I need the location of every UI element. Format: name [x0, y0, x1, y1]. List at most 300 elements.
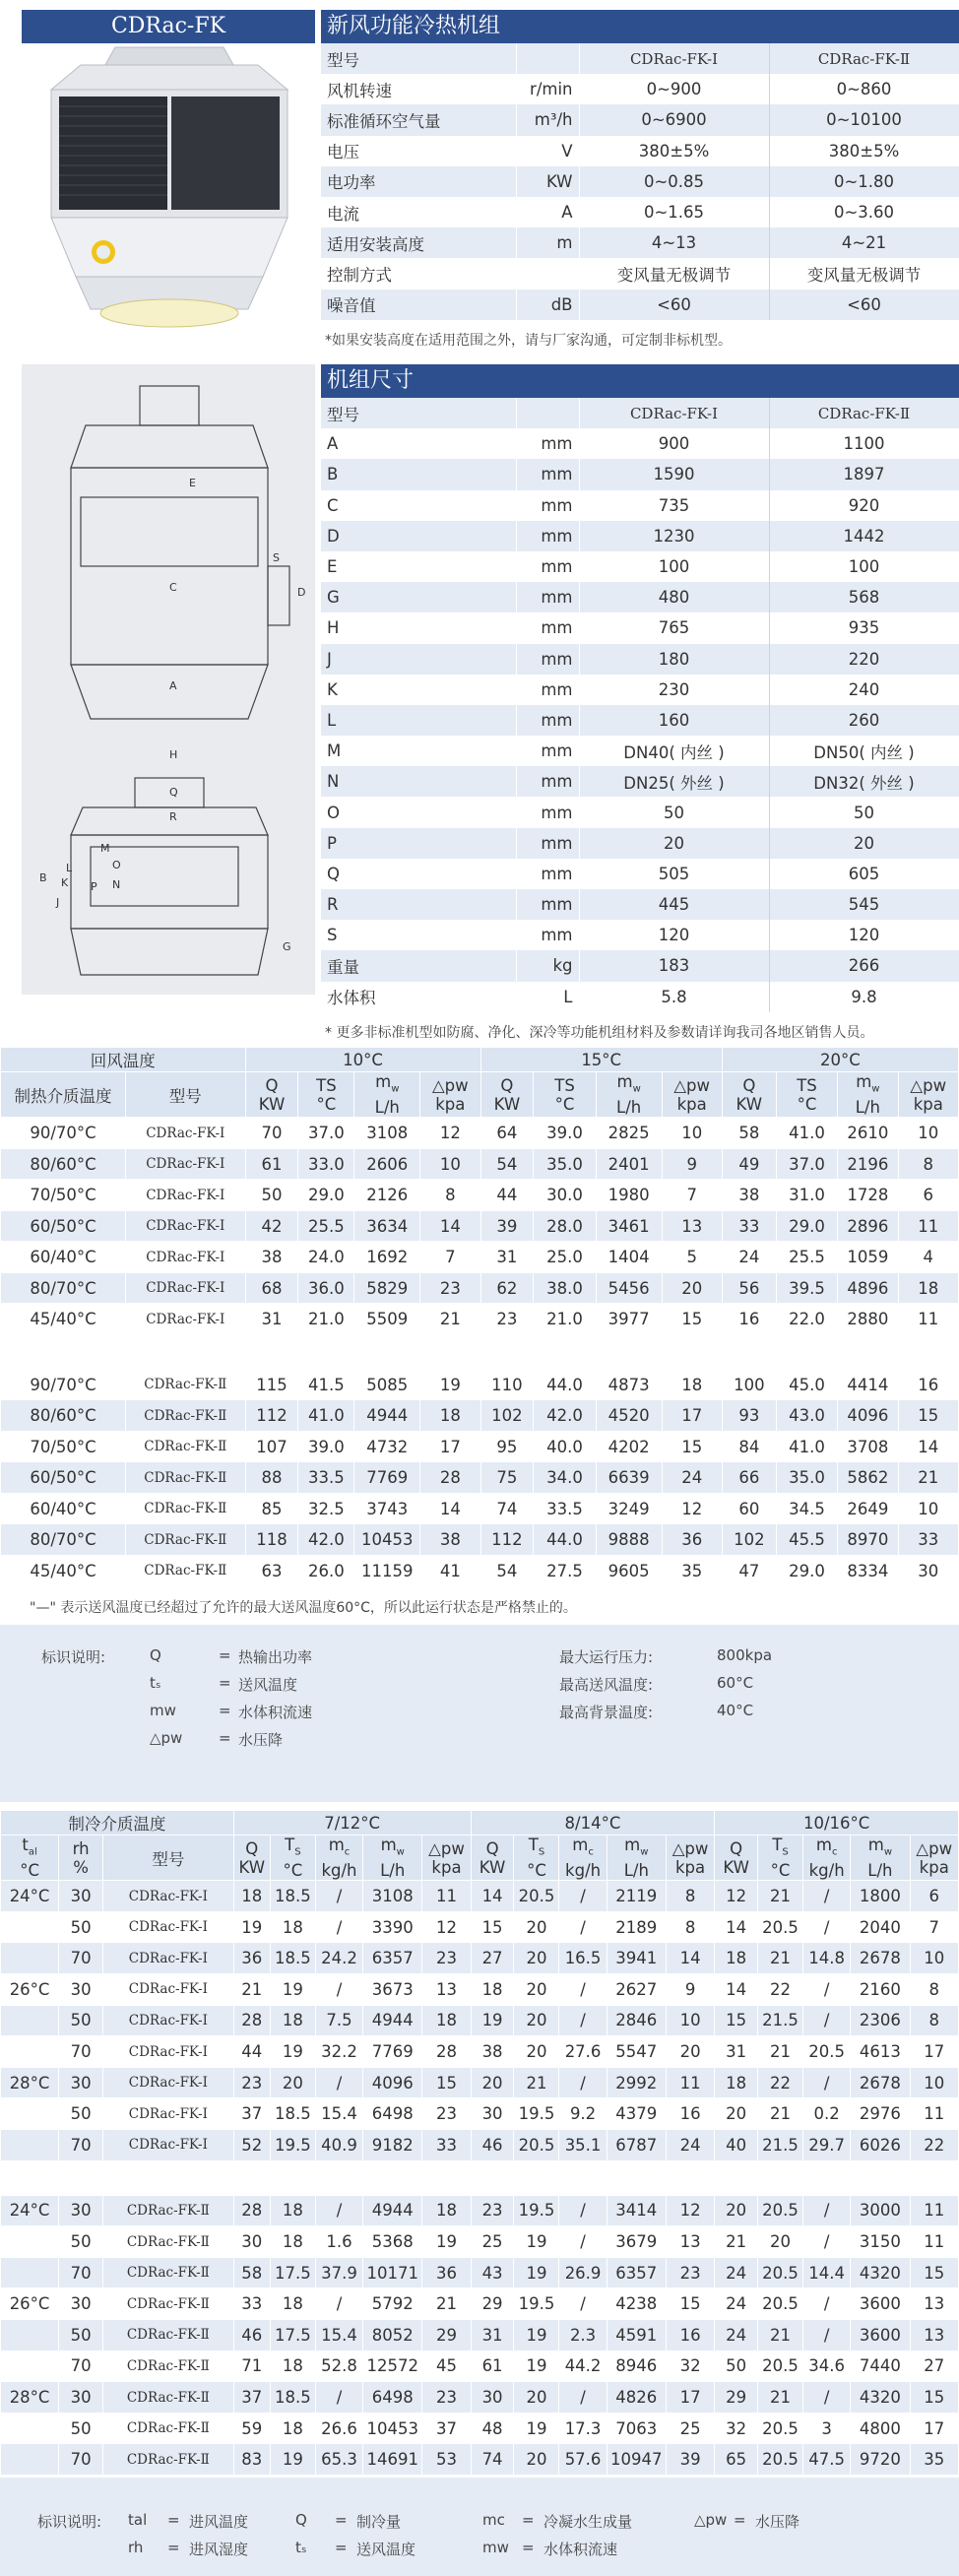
legend-equals: = [219, 1674, 231, 1692]
value-cell: 3679 [607, 2226, 666, 2258]
value-cell: 20.5 [758, 2444, 803, 2476]
drawing-label: L [66, 862, 73, 874]
row-unit [516, 258, 579, 289]
inlet-temp: 26°C [1, 2288, 59, 2320]
row-value-1: 变风量无极调节 [579, 258, 769, 289]
subheader-cell [363, 1835, 422, 1881]
legend-equals: = [219, 1729, 231, 1747]
value-cell: 44.0 [534, 1369, 596, 1400]
value-cell: 29.0 [776, 1210, 837, 1242]
value-cell: / [559, 1881, 607, 1912]
value-cell: / [803, 2320, 851, 2351]
value-cell: 6787 [607, 2130, 666, 2161]
table-row [321, 797, 959, 827]
value-cell: 28 [420, 1462, 480, 1494]
row-unit: mm [516, 705, 579, 736]
subheader-bottom: KW [258, 1094, 286, 1114]
subheader-sub: S [538, 1846, 545, 1858]
table-row [321, 490, 959, 521]
value-cell: 41.5 [298, 1369, 354, 1400]
value-cell: 16 [898, 1369, 958, 1400]
value-cell: 17 [910, 2036, 959, 2068]
value-cell: 2.3 [559, 2320, 607, 2351]
legend-symbol: tₛ [150, 1674, 161, 1692]
value-cell: 19.5 [514, 2288, 559, 2320]
return-air-label: 回风温度 [1, 1048, 246, 1072]
row-value-2: 935 [769, 612, 959, 643]
value-cell: 8 [420, 1180, 480, 1211]
table-row [1, 2444, 959, 2476]
value-cell: 18.5 [270, 2382, 315, 2414]
value-cell: 10 [666, 2005, 714, 2036]
value-cell: 6498 [363, 2382, 422, 2414]
medium-temp: 60/40°C [1, 1493, 126, 1524]
value-cell: 20 [514, 1943, 559, 1974]
limit-label: 最大运行压力: [559, 1648, 654, 1666]
value-cell: 2992 [607, 2067, 666, 2098]
row-value-1: 160 [579, 705, 769, 736]
row-value-1: 183 [579, 950, 769, 981]
table-row [1, 2226, 959, 2258]
value-cell: 58 [233, 2257, 270, 2288]
value-cell: 21 [758, 2382, 803, 2414]
value-cell: 19 [514, 2226, 559, 2258]
row-label: J [321, 644, 516, 675]
inlet-temp: 24°C [1, 1881, 59, 1912]
subheader-bottom: kpa [431, 1857, 462, 1877]
cooling-temp-row [1, 1811, 959, 1835]
value-cell: 21 [758, 1881, 803, 1912]
row-value-2: 0~1.80 [769, 166, 959, 197]
drawing-label: C [169, 581, 177, 594]
row-label: 控制方式 [321, 258, 516, 289]
value-cell: 30 [471, 2098, 514, 2130]
value-cell: 34.6 [803, 2351, 851, 2382]
row-value-2: 568 [769, 582, 959, 612]
table-row [1, 2351, 959, 2382]
value-cell: 21.0 [298, 1304, 354, 1335]
subheader-top: Q [485, 1838, 499, 1858]
value-cell: 19.5 [514, 2195, 559, 2226]
value-cell: / [803, 2195, 851, 2226]
legend-desc: 送风温度 [238, 1676, 298, 1694]
table-row [1, 1524, 959, 1556]
value-cell: 19 [514, 2320, 559, 2351]
value-cell: 4800 [851, 2413, 910, 2444]
inlet-temp [1, 2036, 59, 2068]
heating-table-section [0, 1047, 959, 1586]
value-cell: 22.0 [776, 1304, 837, 1335]
value-cell: 14 [715, 1911, 758, 1943]
value-cell: 33.5 [298, 1462, 354, 1494]
subheader-bottom: °C [770, 1861, 791, 1881]
subheader-top: m [815, 1835, 832, 1854]
medium-temp: 45/40°C [1, 1304, 126, 1335]
row-value-2: 变风量无极调节 [769, 258, 959, 289]
value-cell: / [315, 2288, 362, 2320]
value-cell: 9182 [363, 2130, 422, 2161]
row-value-2: 4~21 [769, 227, 959, 258]
row-value-1: DN40( 内丝 ) [579, 736, 769, 766]
value-cell: 5862 [838, 1462, 898, 1494]
value-cell: 39.0 [534, 1118, 596, 1149]
value-cell: 36.0 [298, 1272, 354, 1304]
table-header-row [321, 398, 959, 428]
subheader-bottom: kpa [435, 1094, 466, 1114]
subheader-bottom: KW [735, 1094, 763, 1114]
value-cell: 11 [910, 2195, 959, 2226]
value-cell: 34.0 [534, 1462, 596, 1494]
value-cell: 70 [245, 1118, 298, 1149]
value-cell: 28 [233, 2005, 270, 2036]
value-cell: 18.5 [270, 2098, 315, 2130]
value-cell: 17.3 [559, 2413, 607, 2444]
value-cell: / [559, 1974, 607, 2006]
value-cell: 65 [715, 2444, 758, 2476]
drawing-label: J [56, 896, 60, 909]
value-cell: 20 [715, 2098, 758, 2130]
value-cell: / [559, 2005, 607, 2036]
value-cell: 112 [245, 1400, 298, 1432]
row-label: R [321, 889, 516, 920]
row-value-2: DN32( 外丝 ) [769, 766, 959, 797]
value-cell: 21 [758, 1943, 803, 1974]
subheader-top: △pw [428, 1838, 465, 1858]
value-cell: 2678 [851, 1943, 910, 1974]
value-cell: 3150 [851, 2226, 910, 2258]
model-name: CDRac-FK-Ⅱ [103, 2444, 234, 2476]
value-cell: 20 [514, 1911, 559, 1943]
inlet-humidity: 50 [59, 2098, 103, 2130]
value-cell: 18 [270, 2288, 315, 2320]
inlet-temp [1, 2320, 59, 2351]
value-cell: / [803, 2226, 851, 2258]
legend-desc: 冷凝水生成量 [543, 2513, 633, 2531]
value-cell: 20.5 [514, 1881, 559, 1912]
header-label: 型号 [321, 398, 516, 428]
subheader-top: T [285, 1835, 295, 1854]
value-cell: 41.0 [776, 1118, 837, 1149]
value-cell: 35.1 [559, 2130, 607, 2161]
inlet-humidity: 50 [59, 2413, 103, 2444]
table-header-row [321, 43, 959, 74]
table-row [1, 2005, 959, 2036]
inlet-temp: 28°C [1, 2067, 59, 2098]
value-cell: 7440 [851, 2351, 910, 2382]
value-cell: 6357 [607, 2257, 666, 2288]
subheader-sub: S [782, 1846, 789, 1858]
value-cell: 2825 [596, 1118, 662, 1149]
value-cell: 61 [245, 1148, 298, 1180]
value-cell: 0.2 [803, 2098, 851, 2130]
value-cell: 2976 [851, 2098, 910, 2130]
medium-temp: 10/16°C [715, 1811, 959, 1835]
value-cell: 25.5 [298, 1210, 354, 1242]
row-value-2: 0~10100 [769, 104, 959, 135]
medium-temp-label: 制冷介质温度 [1, 1811, 234, 1835]
legend-title: 标识说明: [37, 2513, 102, 2531]
table-row [1, 2257, 959, 2288]
row-unit: mm [516, 920, 579, 950]
subheader-cell [910, 1835, 959, 1881]
table-row [1, 1148, 959, 1180]
value-cell: / [803, 2067, 851, 2098]
table-row [1, 1881, 959, 1912]
value-cell: 18 [420, 1400, 480, 1432]
subheader-bottom: KW [723, 1857, 749, 1877]
subheader-bottom: KW [493, 1094, 521, 1114]
value-cell: 7 [420, 1242, 480, 1273]
value-cell: 26.6 [315, 2413, 362, 2444]
value-cell: 62 [480, 1272, 534, 1304]
table-row [1, 1431, 959, 1462]
value-cell: 9 [662, 1148, 722, 1180]
row-value-2: 1100 [769, 428, 959, 459]
subheader-sub: w [396, 1846, 405, 1858]
subheader-top: m [624, 1835, 641, 1854]
model-name: CDRac-FK-Ⅱ [125, 1400, 245, 1432]
subheader-top: Q [245, 1838, 259, 1858]
row-label: 适用安装高度 [321, 227, 516, 258]
model-name: CDRac-FK-Ⅱ [103, 2351, 234, 2382]
value-cell: 4732 [354, 1431, 420, 1462]
row-value-1: 100 [579, 551, 769, 582]
value-cell: 38 [245, 1242, 298, 1273]
value-cell: 46 [233, 2320, 270, 2351]
value-cell: / [559, 2067, 607, 2098]
value-cell: 74 [471, 2444, 514, 2476]
row-unit: mm [516, 582, 579, 612]
drawing-label: P [91, 880, 97, 893]
value-cell: 2678 [851, 2067, 910, 2098]
value-cell: 9888 [596, 1524, 662, 1556]
value-cell: 20 [758, 2226, 803, 2258]
legend-symbol: mw [150, 1702, 176, 1719]
value-cell: 4944 [363, 2005, 422, 2036]
model-name: CDRac-FK-Ⅰ [103, 2005, 234, 2036]
value-cell: 26.0 [298, 1555, 354, 1586]
value-cell: 100 [722, 1369, 776, 1400]
subheader-cell [422, 1835, 471, 1881]
value-cell: 32 [715, 2413, 758, 2444]
value-cell: 16.5 [559, 1943, 607, 1974]
value-cell: 18 [662, 1369, 722, 1400]
row-value-1: 505 [579, 859, 769, 889]
medium-temp: 80/60°C [1, 1148, 126, 1180]
row-label: 水体积 [321, 982, 516, 1012]
legend-desc: 水压降 [238, 1731, 284, 1749]
value-cell: 61 [471, 2351, 514, 2382]
value-cell: 22 [910, 2130, 959, 2161]
value-cell: 15 [422, 2067, 471, 2098]
value-cell: 6498 [363, 2098, 422, 2130]
medium-temp: 70/50°C [1, 1431, 126, 1462]
value-cell: 18 [471, 1974, 514, 2006]
row-label: 电功率 [321, 166, 516, 197]
value-cell: 15.4 [315, 2320, 362, 2351]
subheader-top: m [380, 1835, 397, 1854]
value-cell: 4520 [596, 1400, 662, 1432]
inlet-humidity: 30 [59, 2382, 103, 2414]
value-cell: 19 [270, 2444, 315, 2476]
drawing-label: Q [169, 786, 178, 799]
value-cell: / [559, 2382, 607, 2414]
value-cell: 19 [270, 1974, 315, 2006]
value-cell: 5509 [354, 1304, 420, 1335]
table-row [321, 950, 959, 981]
value-cell: 102 [480, 1400, 534, 1432]
value-cell: 4896 [838, 1272, 898, 1304]
table-row [321, 459, 959, 489]
value-cell: 33.0 [298, 1148, 354, 1180]
subheader-bottom: KW [238, 1857, 266, 1877]
value-cell: 15.4 [315, 2098, 362, 2130]
legend-equals: = [522, 2511, 535, 2529]
model-name: CDRac-FK-Ⅰ [103, 2036, 234, 2068]
table-row [321, 982, 959, 1012]
subheader-top: T [772, 1835, 783, 1854]
row-label: C [321, 490, 516, 521]
row-unit: mm [516, 797, 579, 827]
value-cell: 8 [898, 1148, 958, 1180]
value-cell: 34.5 [776, 1493, 837, 1524]
legend-symbol: mw [482, 2539, 509, 2556]
table-row [321, 290, 959, 320]
subheader-top: △pw [916, 1838, 953, 1858]
value-cell: 16 [666, 2320, 714, 2351]
value-cell: 4320 [851, 2257, 910, 2288]
value-cell: 24 [666, 2130, 714, 2161]
value-cell: 13 [422, 1974, 471, 2006]
value-cell: 13 [910, 2288, 959, 2320]
value-cell: 12 [422, 1911, 471, 1943]
value-cell: 49 [722, 1148, 776, 1180]
value-cell: 19 [514, 2351, 559, 2382]
value-cell: 65.3 [315, 2444, 362, 2476]
heating-subheader-row [1, 1072, 959, 1118]
value-cell: 40.9 [315, 2130, 362, 2161]
value-cell: 10947 [607, 2444, 666, 2476]
inlet-temp [1, 2257, 59, 2288]
legend-desc: 水体积流速 [238, 1704, 313, 1721]
value-cell: 5085 [354, 1369, 420, 1400]
value-cell: 39.5 [776, 1272, 837, 1304]
product-image [22, 45, 315, 335]
value-cell: 2119 [607, 1881, 666, 1912]
value-cell: 47 [722, 1555, 776, 1586]
medium-temp: 8/14°C [471, 1811, 715, 1835]
value-cell: 29 [471, 2288, 514, 2320]
row-unit: mm [516, 736, 579, 766]
model-name: CDRac-FK-Ⅱ [103, 2195, 234, 2226]
subheader-cell [666, 1835, 714, 1881]
value-cell: 44.2 [559, 2351, 607, 2382]
value-cell: 83 [233, 2444, 270, 2476]
row-unit: mm [516, 766, 579, 797]
value-cell: 23 [233, 2067, 270, 2098]
model-name: CDRac-FK-Ⅰ [125, 1180, 245, 1211]
value-cell: 18 [422, 2005, 471, 2036]
row-value-1: 0~900 [579, 74, 769, 104]
value-cell: 37.0 [776, 1148, 837, 1180]
heating-temp-row [1, 1048, 959, 1072]
value-cell: 27.5 [534, 1555, 596, 1586]
inlet-humidity: 50 [59, 2005, 103, 2036]
value-cell: 17 [910, 2413, 959, 2444]
value-cell: 41.0 [298, 1400, 354, 1432]
inlet-humidity: 70 [59, 1943, 103, 1974]
subheader-cell [803, 1835, 851, 1881]
row-value-1: 900 [579, 428, 769, 459]
medium-temp: 90/70°C [1, 1118, 126, 1149]
value-cell: 19.5 [514, 2098, 559, 2130]
row-value-1: 120 [579, 920, 769, 950]
row-unit: m³/h [516, 104, 579, 135]
legend-equals: = [167, 2511, 180, 2529]
inlet-humidity: 70 [59, 2444, 103, 2476]
legend-title: 标识说明: [41, 1648, 106, 1666]
row-value-2: 9.8 [769, 982, 959, 1012]
subheader-bottom: °C [20, 1861, 39, 1881]
cooling-table [0, 1810, 959, 2476]
value-cell: 21 [898, 1462, 958, 1494]
model-name: CDRac-FK-Ⅱ [125, 1462, 245, 1494]
row-label: K [321, 675, 516, 705]
limit-value: 800kpa [717, 1646, 773, 1664]
subheader-cell [59, 1835, 103, 1881]
legend-desc: 进风温度 [189, 2513, 249, 2531]
value-cell: 74 [480, 1493, 534, 1524]
value-cell: 8946 [607, 2351, 666, 2382]
header-label: 型号 [321, 43, 516, 74]
model-name: CDRac-FK-Ⅱ [103, 2288, 234, 2320]
dimension-drawing [22, 364, 315, 995]
value-cell: 7063 [607, 2413, 666, 2444]
value-cell: 46 [471, 2130, 514, 2161]
heating-legend [0, 1625, 959, 1802]
subheader-sub: w [640, 1846, 649, 1858]
drawing-label: S [273, 551, 280, 564]
table-row [321, 582, 959, 612]
row-unit: V [516, 136, 579, 166]
value-cell: 29.7 [803, 2130, 851, 2161]
value-cell: 64 [480, 1118, 534, 1149]
inlet-temp: 26°C [1, 1974, 59, 2006]
table-row [321, 521, 959, 551]
value-cell: 6639 [596, 1462, 662, 1494]
subheader-cell [233, 1835, 270, 1881]
row-value-2: 100 [769, 551, 959, 582]
subheader-bottom: L/h [623, 1861, 649, 1881]
value-cell: 2880 [838, 1304, 898, 1335]
value-cell: 2610 [838, 1118, 898, 1149]
value-cell: 52.8 [315, 2351, 362, 2382]
value-cell: 115 [245, 1369, 298, 1400]
value-cell: 21 [758, 2036, 803, 2068]
value-cell: 14 [898, 1431, 958, 1462]
value-cell: 11 [666, 2067, 714, 2098]
subheader-bottom: kg/h [808, 1861, 845, 1881]
subheader-cell [471, 1835, 514, 1881]
value-cell: 33 [722, 1210, 776, 1242]
value-cell: / [803, 2382, 851, 2414]
row-value-1: 765 [579, 612, 769, 643]
value-cell: 14 [471, 1881, 514, 1912]
model-name: CDRac-FK-Ⅰ [103, 2098, 234, 2130]
row-unit: mm [516, 675, 579, 705]
value-cell: 43.0 [776, 1400, 837, 1432]
drawing-label: A [169, 679, 177, 692]
